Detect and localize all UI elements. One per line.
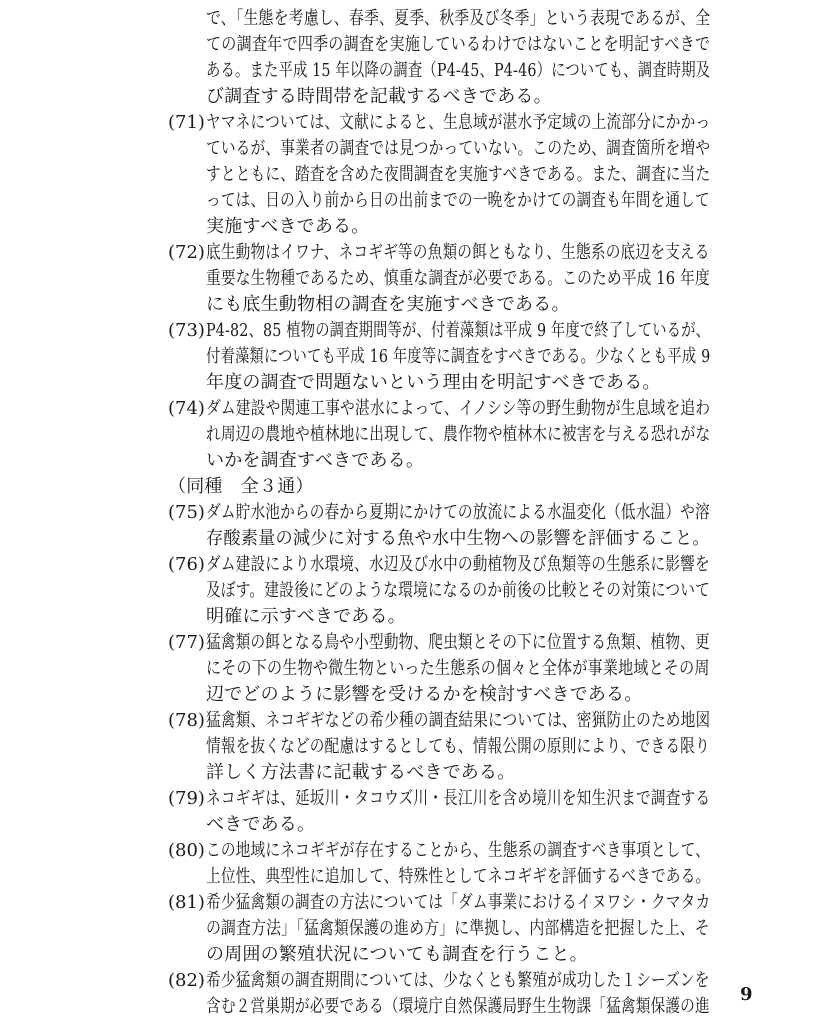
- item-line: 含む２営巣期が必要である（環境庁自然保護局野生生物課「猛禽類保護の進: [206, 996, 710, 1017]
- item-line: 底生動物はイワナ、ネコギギ等の魚類の餌ともなり、生態系の底辺を支える: [206, 242, 710, 263]
- item-number: (75): [168, 502, 205, 523]
- item-line: 実施すべきである。: [206, 216, 370, 237]
- item-line: の周囲の繁殖状況についても調査を行うこと。: [206, 944, 588, 965]
- section-heading: （同種 全３通）: [168, 476, 314, 497]
- item-line: いかを調査すべきである。: [206, 450, 425, 471]
- item-line: の調査方法」「猛禽類保護の進め方」に準拠し、内部構造を把握した上、そ: [206, 918, 710, 939]
- page-number: 9: [740, 984, 753, 1005]
- intro-line: び調査する時間帯を記載するべきである。: [206, 86, 552, 107]
- item-number: (81): [168, 892, 205, 913]
- item-number: (72): [168, 242, 205, 263]
- item-line: 希少猛禽類の調査の方法については「ダム事業におけるイヌワシ・クマタカ: [206, 892, 711, 913]
- item-line: 詳しく方法書に記載するべきである。: [206, 762, 516, 783]
- item-line: 辺でどのように影響を受けるかを検討すべきである。: [206, 684, 643, 705]
- intro-line: で、「生態を考慮し、春季、夏季、秋季及び冬季」という表現であるが、全: [206, 8, 711, 29]
- item-line: 明確に示すべきである。: [206, 606, 406, 627]
- item-line: にも底生動物相の調査を実施すべきである。: [206, 294, 570, 315]
- item-line: べきである。: [206, 814, 316, 835]
- item-line: っては、日の入り前から日の出前までの一晩をかけての調査も年間を通して: [206, 190, 710, 211]
- item-number: (71): [168, 112, 205, 133]
- item-line: 猛禽類、ネコギギなどの希少種の調査結果については、密猟防止のため地図: [206, 710, 711, 731]
- item-line: ダム建設や関連工事や湛水によって、イノシシ等の野生動物が生息域を追わ: [206, 398, 711, 419]
- item-number: (82): [168, 970, 205, 991]
- item-number: (80): [168, 840, 205, 861]
- intro-line: ての調査年で四季の調査を実施しているわけではないことを明記すべきで: [206, 34, 711, 55]
- item-number: (73): [168, 320, 205, 341]
- item-number: (76): [168, 554, 205, 575]
- item-line: 情報を抜くなどの配慮はするとしても、情報公開の原則により、できる限り: [206, 736, 710, 757]
- item-line: P4-82、85 植物の調査期間等が、付着藻類は平成 9 年度で終了しているが、: [206, 320, 711, 341]
- item-line: ているが、事業者の調査では見つかっていない。このため、調査箇所を増や: [206, 138, 711, 159]
- item-line: 年度の調査で問題ないという理由を明記すべきである。: [206, 372, 661, 393]
- item-line: ヤマネについては、文献によると、生息域が湛水予定域の上流部分にかかっ: [206, 112, 711, 133]
- item-line: ダム貯水池からの春から夏期にかけての放流による水温変化（低水温）や溶: [206, 502, 710, 523]
- item-line: にその下の生物や微生物といった生態系の個々と全体が事業地域とその周: [206, 658, 710, 679]
- item-line: 存酸素量の減少に対する魚や水中生物への影響を評価すること。: [206, 528, 710, 549]
- item-line: 上位性、典型性に追加して、特殊性としてネコギギを評価するべきである。: [206, 866, 711, 887]
- item-line: すとともに、踏査を含めた夜間調査を実施すべきである。また、調査に当た: [206, 164, 711, 185]
- item-number: (74): [168, 398, 205, 419]
- item-number: (77): [168, 632, 205, 653]
- item-line: ネコギギは、延坂川・タコウズ川・長江川を含め境川を知生沢まで調査する: [206, 788, 711, 809]
- item-line: 付着藻類についても平成 16 年度等に調査をすべきである。少なくとも平成 9: [206, 346, 711, 367]
- item-line: この地域にネコギギが存在することから、生態系の調査すべき事項として、: [206, 840, 711, 861]
- item-line: 重要な生物種であるため、慎重な調査が必要である。このため平成 16 年度: [206, 268, 710, 289]
- item-line: れ周辺の農地や植林地に出現して、農作物や植林木に被害を与える恐れがな: [206, 424, 711, 445]
- item-number: (78): [168, 710, 205, 731]
- item-line: 及ぼす。建設後にどのような環境になるのか前後の比較とその対策について: [206, 580, 711, 601]
- item-line: 希少猛禽類の調査期間については、少なくとも繁殖が成功した１シーズンを: [206, 970, 710, 991]
- item-number: (79): [168, 788, 205, 809]
- item-line: 猛禽類の餌となる鳥や小型動物、爬虫類とその下に位置する魚類、植物、更: [206, 632, 710, 653]
- item-line: ダム建設により水環境、水辺及び水中の動植物及び魚類等の生態系に影響を: [206, 554, 710, 575]
- intro-line: ある。また平成 15 年以降の調査（P4-45、P4-46）についても、調査時期及: [206, 60, 711, 81]
